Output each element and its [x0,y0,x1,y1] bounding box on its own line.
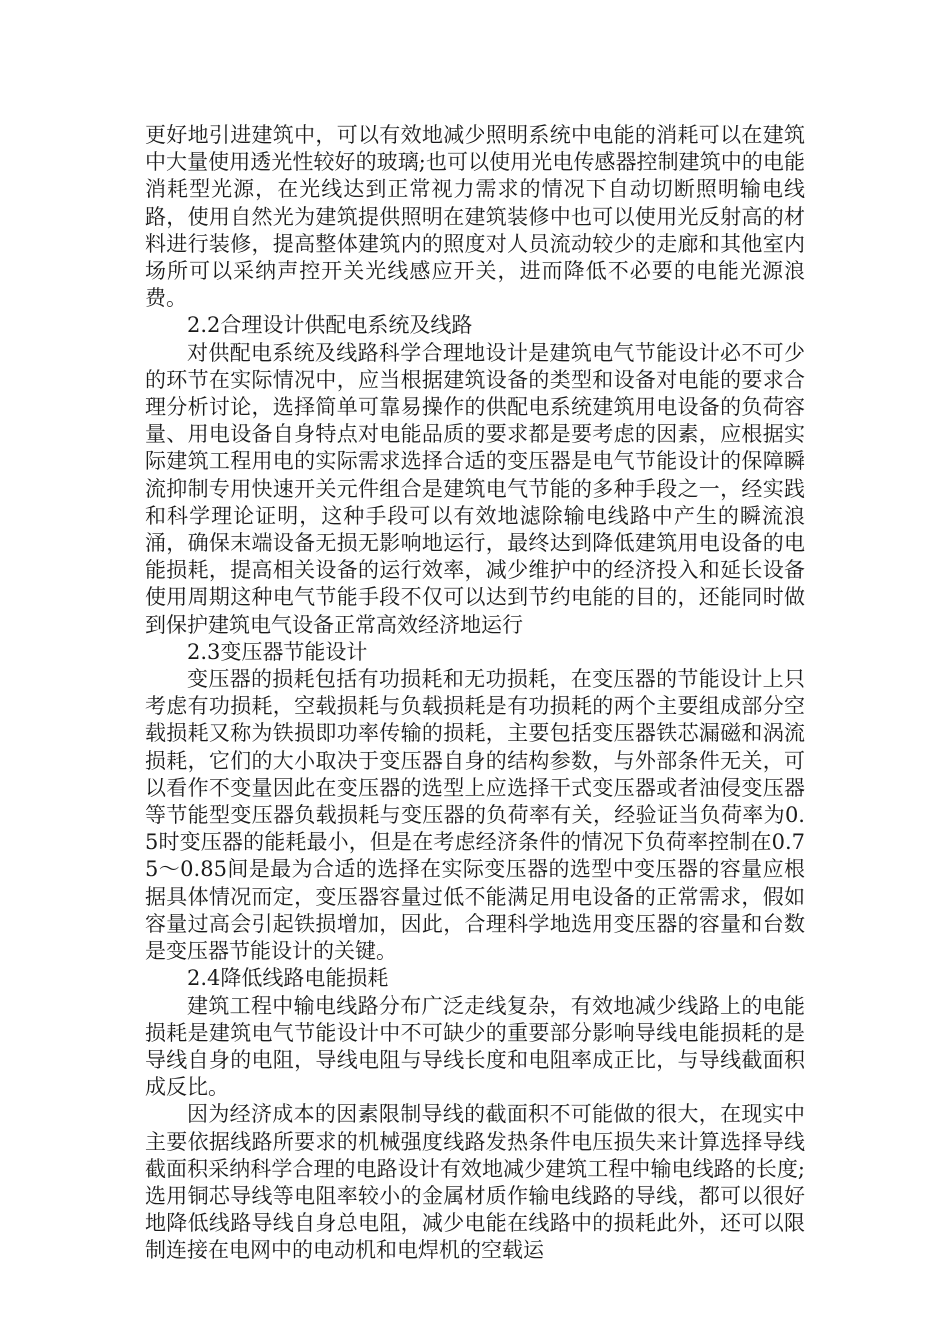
section-heading-2-3: 2.3变压器节能设计 [187,639,368,664]
paragraph-2-2: 对供配电系统及线路科学合理地设计是建筑电气节能设计必不可少的环节在实际情况中，应当根据建筑设备的类型和设备对电能的要求合理分析讨论，选择简单可靠易操作的供配电系统建筑用电设备的负荷容量、用电设备自身特点对电能品质的要求都是要考虑的因素，应根据实际建筑工程用电的实际需求选择合适的变压器是电气节能设计的保障瞬流抑制专用快速开关元件组合是建筑电气节能的多种手段之一，经实践和科学理论证明，这种手段可以有效地滤除输电线路中产生的瞬流浪涌，确保末端设备无损无影响地运行，最终达到降低建筑用电设备的电能损耗，提高相关设备的运行效率，减少维护中的经济投入和延长设备使用周期这种电气节能手段不仅可以达到节约电能的目的，还能同时做到保护建筑电气设备正常高效经济地运行 [145,340,805,637]
section-heading-2-4: 2.4降低线路电能损耗 [187,966,389,991]
paragraph-intro: 更好地引进建筑中，可以有效地减少照明系统中电能的消耗可以在建筑中大量使用透光性较好的玻璃;也可以使用光电传感器控制建筑中的电能消耗型光源，在光线达到正常视力需求的情况下自动切断照明输电线路，使用自然光为建筑提供照明在建筑装修中也可以使用光反射高的材料进行装修，提高整体建筑内的照度对人员流动较少的走廊和其他室内场所可以采纳声控开关光线感应开关，进而降低不必要的电能光源浪费。 [145,123,805,311]
document-body [145,122,805,1265]
paragraph-2-4-a: 建筑工程中输电线路分布广泛走线复杂，有效地减少线路上的电能损耗是建筑电气节能设计中不可缺少的重要部分影响导线电能损耗的是导线自身的电阻，导线电阻与导线长度和电阻率成正比，与导线截面积成反比。 [145,993,805,1100]
paragraph-2-4-b: 因为经济成本的因素限制导线的截面积不可能做的很大，在现实中主要依据线路所要求的机械强度线路发热条件电压损失来计算选择导线截面积采纳科学合理的电路设计有效地减少建筑工程中输电线路的长度;选用铜芯导线等电阻率较小的金属材质作输电线路的导线，都可以很好地降低线路导线自身总电阻，减少电能在线路中的损耗此外，还可以限制连接在电网中的电动机和电焊机的空载运 [145,1102,805,1263]
paragraph-2-3: 变压器的损耗包括有功损耗和无功损耗，在变压器的节能设计上只考虑有功损耗，空载损耗与负载损耗是有功损耗的两个主要组成部分空载损耗又称为铁损即功率传输的损耗，主要包括变压器铁芯漏磁和涡流损耗，它们的大小取决于变压器自身的结构参数，与外部条件无关，可以看作不变量因此在变压器的选型上应选择干式变压器或者油侵变压器等节能型变压器负载损耗与变压器的负荷率有关，经验证当负荷率为0.5时变压器的能耗最小，但是在考虑经济条件的情况下负荷率控制在0.75～0.85间是最为合适的选择在实际变压器的选型中变压器的容量应根据具体情况而定，变压器容量过低不能满足用电设备的正常需求，假如容量过高会引起铁损增加，因此，合理科学地选用变压器的容量和台数是变压器节能设计的关键。 [145,667,805,964]
section-heading-2-2: 2.2合理设计供配电系统及线路 [187,313,473,338]
